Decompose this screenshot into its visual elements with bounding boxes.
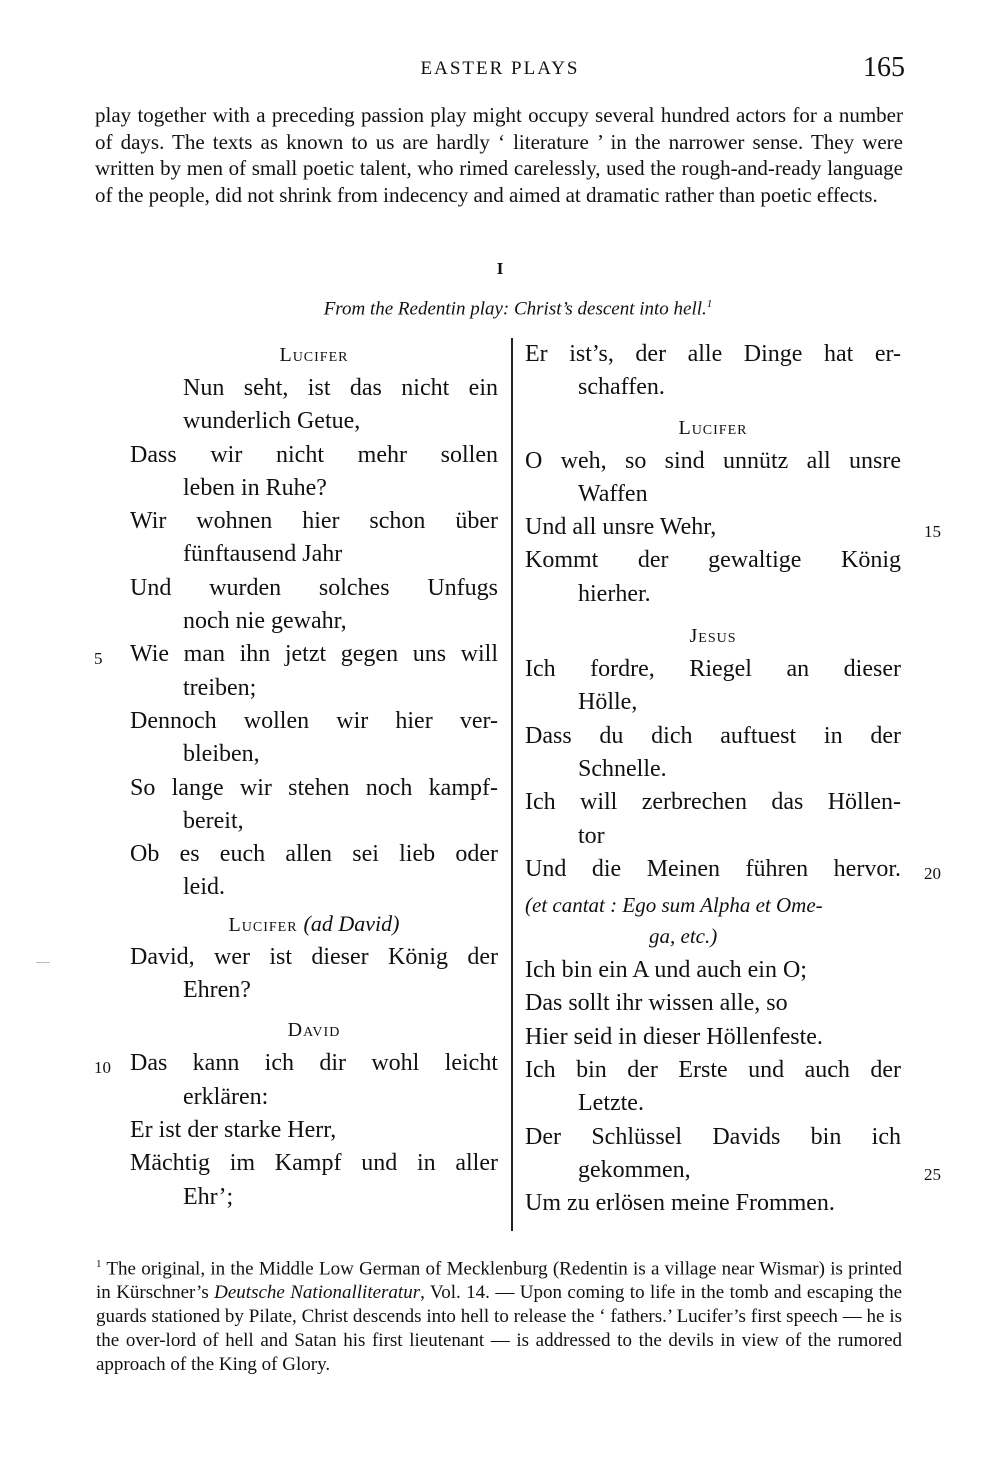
footnote-text: , Vol. 14. — Upon coming to life in the tomb and escaping the guards stationed by Pilate, Christ descends into hell to release the ‘ fathers.’ Lucifer’s first speech — he is the over-lord of hell and Satan his first lieutenant — is addressed to the devils in view of the rumored approach of the King of Glory. [96, 1282, 902, 1376]
footnote-text: The original, in the Middle Low German of Mecklenburg (Redentin is a village near Wismar) is printed in Kürschner’s [96, 1258, 902, 1304]
verse-line-text: gekommen, [578, 1156, 691, 1183]
verse-line [94, 1047, 498, 1080]
right-column [525, 338, 941, 1221]
verse-line: Wir wohnen hier schon über [130, 508, 498, 535]
verse-line-text: Das kann ich dir wohl leicht [130, 1050, 498, 1077]
speaker-david: David [287, 1019, 341, 1042]
verse-line: erklären: [183, 1083, 269, 1110]
stage-direction: (ad David) [303, 910, 400, 936]
section-caption [0, 298, 1000, 320]
verse-line: bereit, [183, 807, 244, 834]
verse-line: fünftausend Jahr [183, 541, 343, 568]
speech-lucifer-3 [525, 445, 941, 611]
speech-jesus [525, 653, 941, 886]
line-number: 5 [94, 649, 103, 669]
speaker-lucifer: Lucifer [279, 344, 349, 366]
line-number: 25 [924, 1164, 941, 1184]
verse-line: Ich fordre, Riegel an dieser [525, 656, 901, 683]
verse-line: Dass wir nicht mehr sollen [130, 441, 498, 468]
running-title: EASTER PLAYS [420, 58, 580, 79]
left-column [94, 338, 498, 1214]
verse-line: Ehren? [183, 977, 251, 1004]
line-number: 20 [924, 863, 941, 883]
section-caption-text: From the Redentin play: Christ’s descent into hell. [323, 298, 707, 320]
verse-line [525, 511, 941, 544]
verse-line: Letzte. [578, 1090, 644, 1117]
verse-line: Er ist’s, der alle Dinge hat er- [525, 341, 901, 367]
section-number: I [496, 259, 504, 278]
page-number: 165 [863, 52, 905, 83]
line-number: 10 [94, 1058, 111, 1078]
verse-line: Um zu erlösen meine Frommen. [525, 1190, 835, 1217]
verse-line-text: Und all unsre Wehr, [525, 514, 717, 541]
verse-line: Ich bin der Erste und auch der [525, 1057, 901, 1084]
verse-line: Waffen [578, 480, 648, 507]
margin-mark [36, 962, 50, 963]
footnote [96, 1252, 902, 1377]
verse-line [525, 1154, 941, 1187]
verse-line-text: Und die Meinen führen hervor. [525, 855, 901, 882]
verse-line: Hölle, [578, 689, 638, 716]
verse-line: hierher. [578, 580, 651, 607]
verse-line: Kommt der gewaltige König [525, 547, 901, 574]
verse-line: wunderlich Getue, [183, 408, 361, 435]
verse-line: Das sollt ihr wissen alle, so [525, 990, 788, 1017]
verse-line: schaffen. [578, 374, 665, 401]
verse-line: David, wer ist dieser König der [130, 943, 498, 970]
verse-line: leben in Ruhe? [183, 474, 327, 501]
stage-direction-line: (et cantat : Ego sum Alpha et Ome- [525, 893, 823, 918]
speech-lucifer-1 [94, 372, 498, 905]
verse-line: So lange wir stehen noch kampf- [130, 774, 498, 801]
speech-david-continued [525, 338, 901, 405]
verse-line: Nun seht, ist das nicht ein [183, 375, 498, 401]
line-number: 15 [924, 522, 941, 542]
verse-line: Der Schlüssel Davids bin ich [525, 1123, 901, 1150]
verse-line: Mächtig im Kampf und in aller [130, 1150, 498, 1177]
verse-line: leid. [183, 874, 225, 901]
verse-line: Schnelle. [578, 755, 667, 782]
speaker-jesus: Jesus [689, 625, 737, 648]
footnote-mark: 1 [96, 1258, 102, 1270]
verse-line: noch nie gewahr, [183, 608, 347, 635]
verse-line: Ehr’; [183, 1183, 234, 1210]
verse-line: O weh, so sind unnütz all unsre [525, 447, 901, 474]
footnote-title: Deutsche Nationalliteratur [214, 1282, 421, 1304]
speaker-lucifer-ad-david [130, 907, 498, 941]
verse-line: bleiben, [183, 741, 260, 768]
intro-paragraph: play together with a preceding passion play might occupy several hundred actors for a number of days. The texts as known to us are hardly ‘ literature ’ in the narrower sense. They were written by men of small poetic talent, who rimed carelessly, used the rough-and-ready language of the people, did not shrink from indecency and aimed at dramatic rather than poetic effects. [95, 103, 903, 207]
speaker-name: Lucifer [228, 913, 298, 936]
speaker-lucifer: Lucifer [678, 416, 748, 439]
verse-line: Und wurden solches Unfugs [130, 574, 498, 601]
running-head [95, 52, 905, 86]
speech-lucifer-2 [130, 941, 498, 1008]
verse-line: Dennoch wollen wir hier ver- [130, 707, 498, 734]
column-divider [511, 338, 513, 1231]
verse-line: Hier seid in dieser Höllenfeste. [525, 1023, 823, 1050]
verse-line: Ich bin ein A und auch ein O; [525, 957, 807, 984]
verse-line: Er ist der starke Herr, [130, 1116, 337, 1143]
verse-line [525, 853, 941, 886]
stage-direction-line: ga, etc.) [649, 924, 718, 949]
stage-direction [525, 886, 901, 954]
speech-david [94, 1047, 498, 1213]
footnote-reference: 1 [706, 298, 713, 310]
verse-line [94, 638, 498, 671]
verse-line-text: Wie man ihn jetzt gegen uns will [130, 641, 498, 668]
verse-line: tor [578, 822, 605, 849]
verse-line: Dass du dich auftuest in der [525, 722, 901, 749]
verse-line: treiben; [183, 674, 257, 701]
verse-line: Ich will zerbrechen das Höllen- [525, 789, 901, 816]
verse-line: Ob es euch allen sei lieb oder [130, 841, 498, 868]
speech-jesus-2 [525, 954, 941, 1220]
